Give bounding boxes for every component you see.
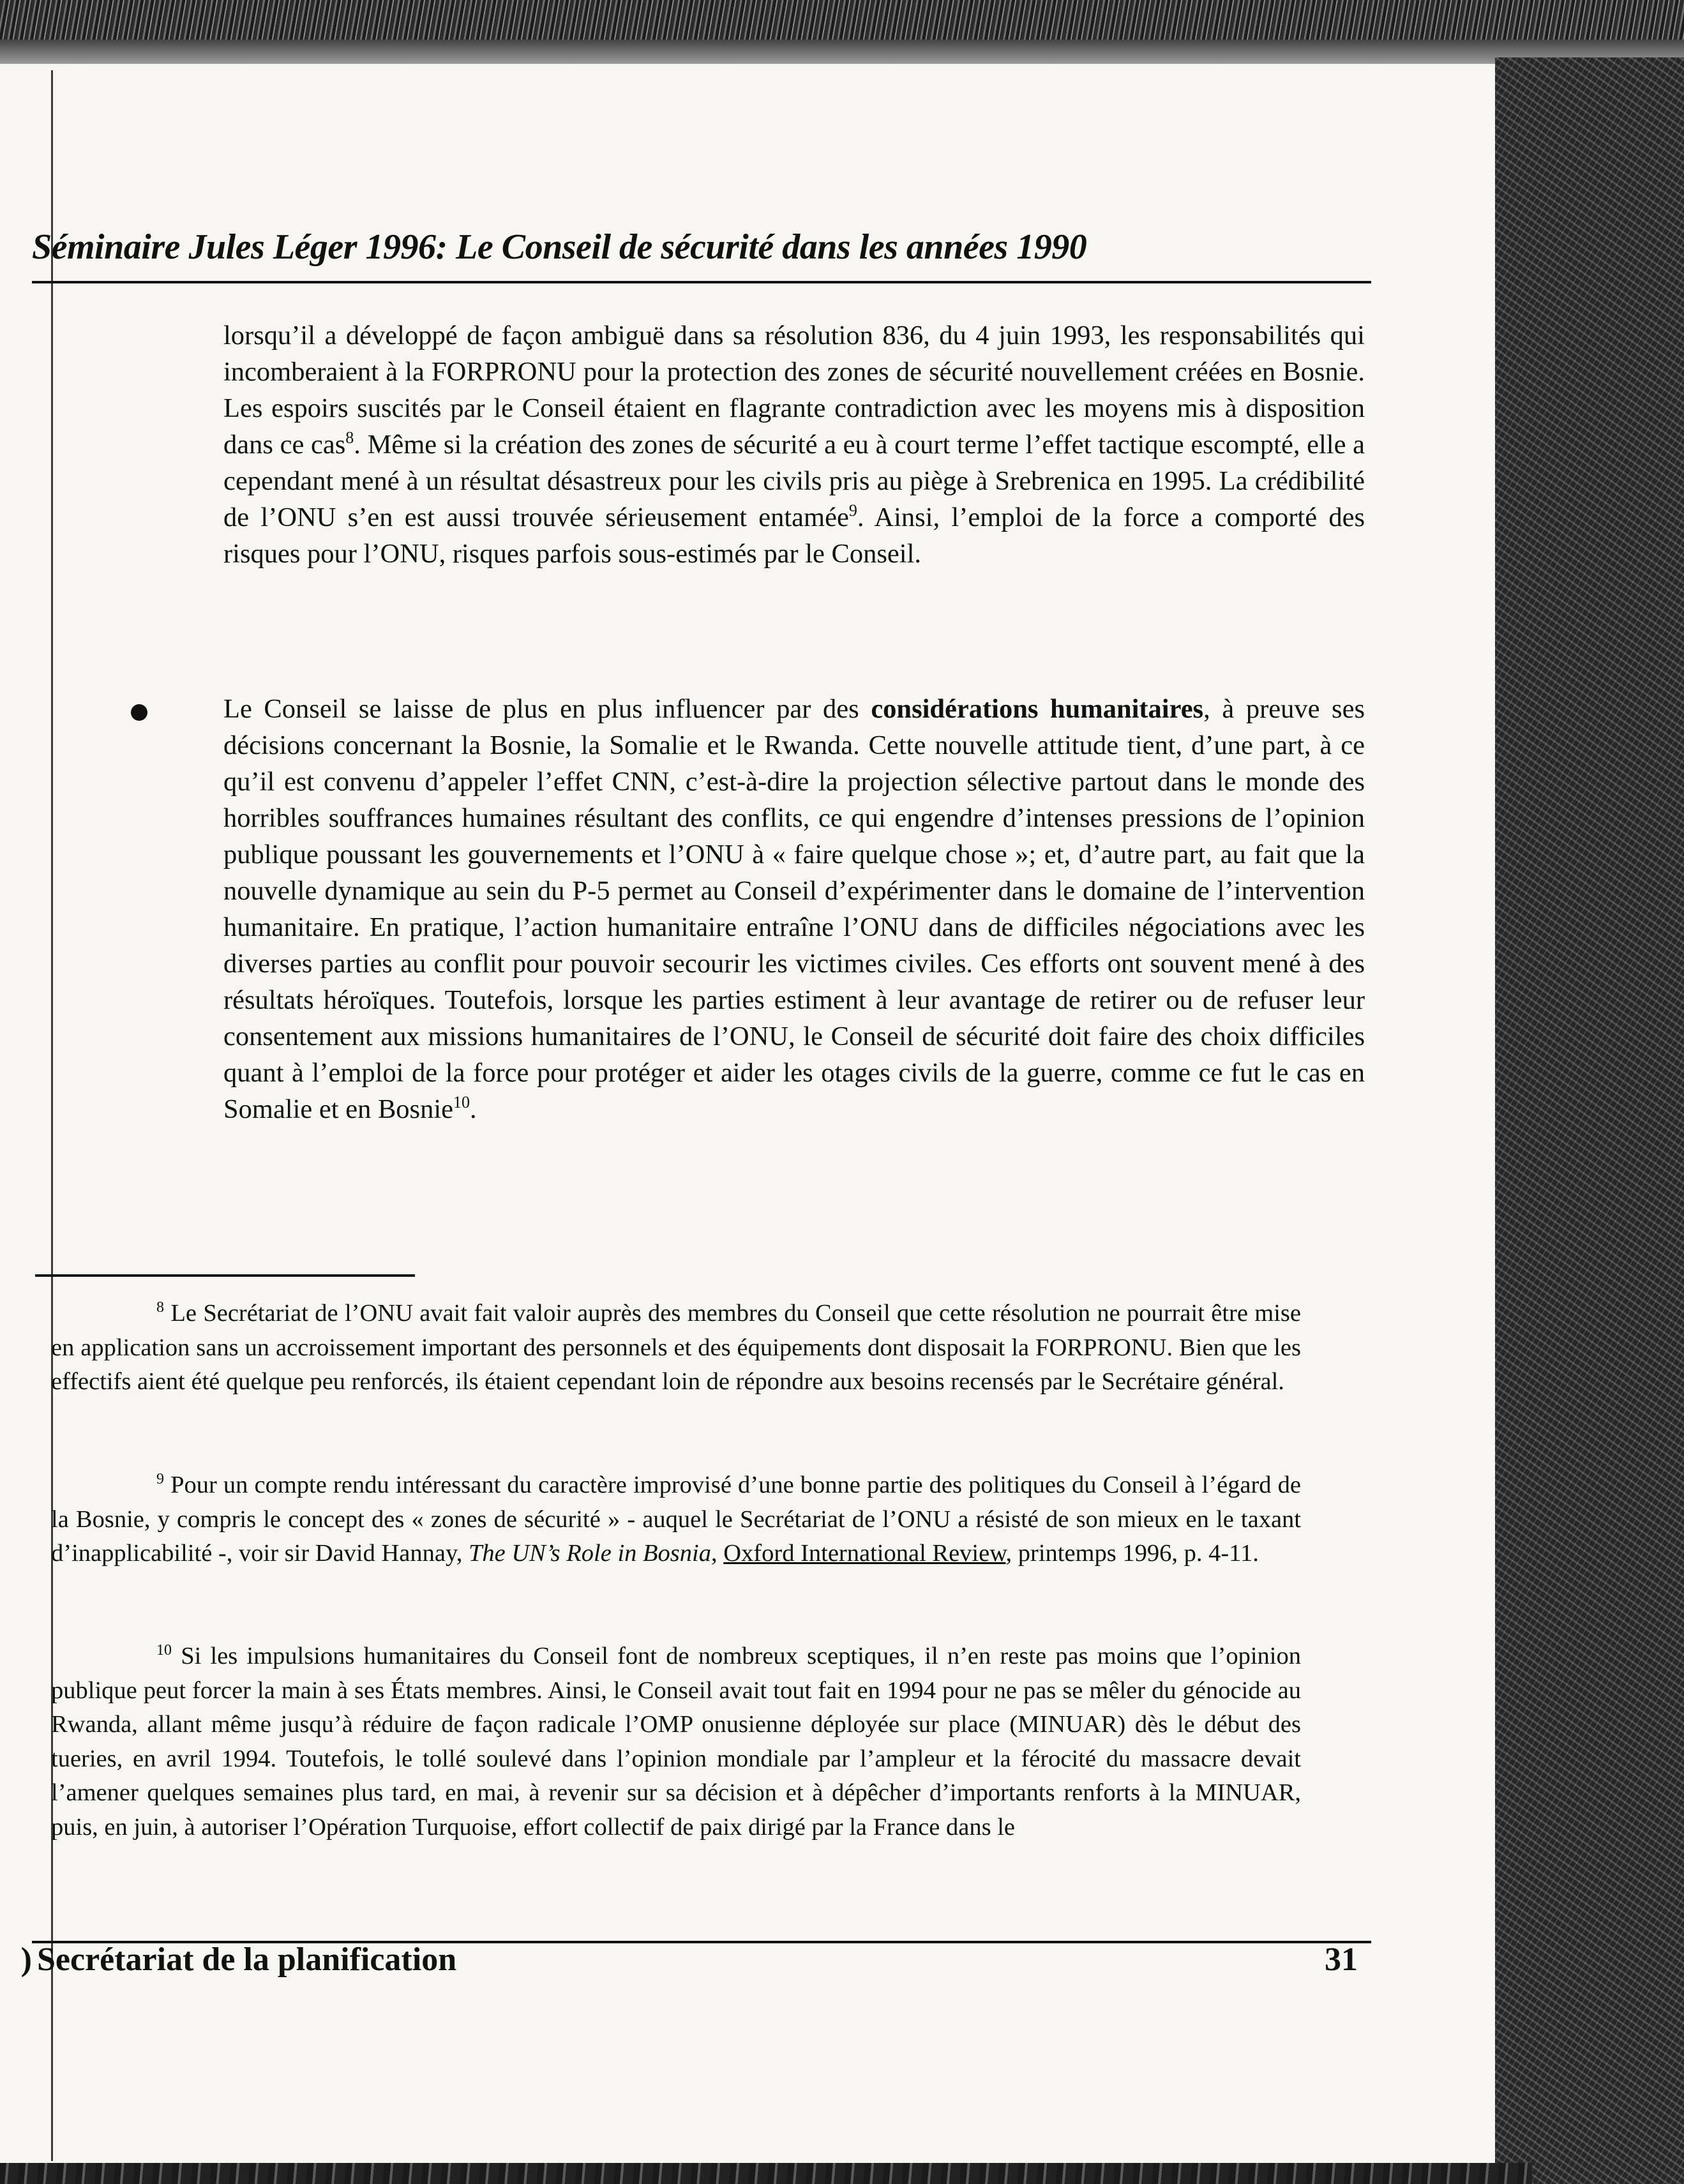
- footnote-text: Le Secrétariat de l’ONU avait fait valoir auprès des membres du Conseil que cette résolution ne pourrait être mise en application sans un accroissement important des personnels et des équipements dont disposait la FORPRONU. Bien que les effectifs aient été quelque peu renforcés, ils étaient cependant loin de répondre aux besoins recensés par le Secrétaire général.: [51, 1300, 1301, 1395]
- body-paragraph-1: [223, 317, 1365, 572]
- scan-edge-top: [0, 0, 1684, 64]
- para1-text-3: . Ainsi, l’emploi de la force a comporté des risques pour l’ONU, risques parfois sous-estimés par le Conseil.: [223, 502, 1365, 569]
- footnote-9: [51, 1468, 1301, 1571]
- cited-title: The UN’s Role in Bosnia: [468, 1540, 711, 1567]
- footnote-ref-8[interactable]: 8: [345, 428, 354, 447]
- header-rule: [32, 281, 1371, 283]
- scan-edge-right: [1495, 57, 1684, 2184]
- footnote-text-end: , printemps 1996, p. 4-11.: [1005, 1540, 1259, 1567]
- para2-text-end: .: [470, 1094, 477, 1124]
- para2-text-after: , à preuve ses décisions concernant la Bosnie, la Somalie et le Rwanda. Cette nouvelle attitude tient, d’une part, à ce qu’il est convenu d’appeler l’effet CNN, c’est-à-dire la projection sélective partout dans le monde des horribles souffrances humaines résultant des conflits, ce qui engendre d’intenses pressions de l’opinion publique poussant les gouvernements et l’ONU à « faire quelque chose »; et, d’autre part, au fait que la nouvelle dynamique au sein du P-5 permet au Conseil d’expérimenter dans le domaine de l’intervention humanitaire. En pratique, l’action humanitaire entraîne l’ONU dans de difficiles négociations avec les diverses parties au conflit pour pouvoir secourir les victimes civiles. Ces efforts ont souvent mené à des résultats héroïques. Toutefois, lorsque les parties estiment à leur avantage de retirer ou de refuser leur consentement aux missions humanitaires de l’ONU, le Conseil de sécurité doit faire des choix difficiles quant à l’emploi de la force pour protéger et aider les otages civils de la guerre, comme ce fut le cas en Somalie et en Bosnie: [223, 694, 1365, 1124]
- footnote-number: 9: [156, 1471, 164, 1487]
- footnote-separator: [35, 1274, 415, 1277]
- para1-text-2: . Même si la création des zones de sécurité a eu à court terme l’effet tactique escompté, elle a cependant mené à un résultat désastreux pour les civils pris au piège à Srebrenica en 1995. La crédibilité de l’ONU s’en est aussi trouvée sérieusement entamée: [223, 430, 1365, 532]
- para1-text: lorsqu’il a développé de façon ambiguë dans sa résolution 836, du 4 juin 1993, les responsabilités qui incomberaient à la FORPRONU pour la protection des zones de sécurité nouvellement créées en Bosnie. Les espoirs suscités par le Conseil étaient en flagrante contradiction avec les moyens mis à disposition dans ce cas: [223, 320, 1365, 460]
- running-head: Séminaire Jules Léger 1996: Le Conseil de sécurité dans les années 1990: [32, 227, 1087, 267]
- footnote-8: [51, 1297, 1301, 1399]
- page-number: 31: [1325, 1941, 1358, 1978]
- footnote-text: Pour un compte rendu intéressant du caractère improvisé d’une bonne partie des politiques du Conseil à l’égard de la Bosnie, y compris le concept des « zones de sécurité » - auquel le Secrétariat de l’ONU a résisté de son mieux en le taxant d’inapplicabilité -, voir sir David Hannay,: [51, 1472, 1301, 1567]
- binding-margin-line: [51, 70, 53, 2161]
- footnote-number: 8: [156, 1299, 164, 1316]
- bullet-icon: [131, 704, 147, 721]
- footnote-ref-10[interactable]: 10: [453, 1093, 470, 1111]
- footnote-number: 10: [156, 1642, 172, 1659]
- para2-text-before: Le Conseil se laisse de plus en plus influencer par des: [223, 694, 871, 724]
- body-paragraph-2: [223, 691, 1365, 1127]
- publisher-name: Secrétariat de la planification: [37, 1941, 457, 1978]
- scan-edge-bottom: [0, 2163, 1532, 2184]
- separator-text: ,: [711, 1540, 724, 1567]
- margin-mark: ): [20, 1941, 32, 1978]
- footnote-text: Si les impulsions humanitaires du Conseil font de nombreux sceptiques, il n’en reste pas moins que l’opinion publique peut forcer la main à ses États membres. Ainsi, le Conseil avait tout fait en 1994 pour ne pas se mêler du génocide au Rwanda, allant même jusqu’à réduire de façon radicale l’OMP onusienne déployée sur place (MINUAR) dès le début des tueries, en avril 1994. Toutefois, le tollé soulevé dans l’opinion mondiale par l’ampleur et la férocité du massacre devait l’amener quelques semaines plus tard, en mai, à revenir sur sa décision et à dépêcher d’importants renforts à la MINUAR, puis, en juin, à autoriser l’Opération Turquoise, effort collectif de paix dirigé par la France dans le: [51, 1643, 1302, 1841]
- footnote-10: [51, 1639, 1301, 1844]
- footnote-ref-9[interactable]: 9: [848, 501, 857, 520]
- cited-journal: Oxford International Review: [723, 1540, 1006, 1567]
- para2-emphasis: considérations humanitaires: [871, 694, 1204, 724]
- footer-publisher: [0, 1941, 456, 1978]
